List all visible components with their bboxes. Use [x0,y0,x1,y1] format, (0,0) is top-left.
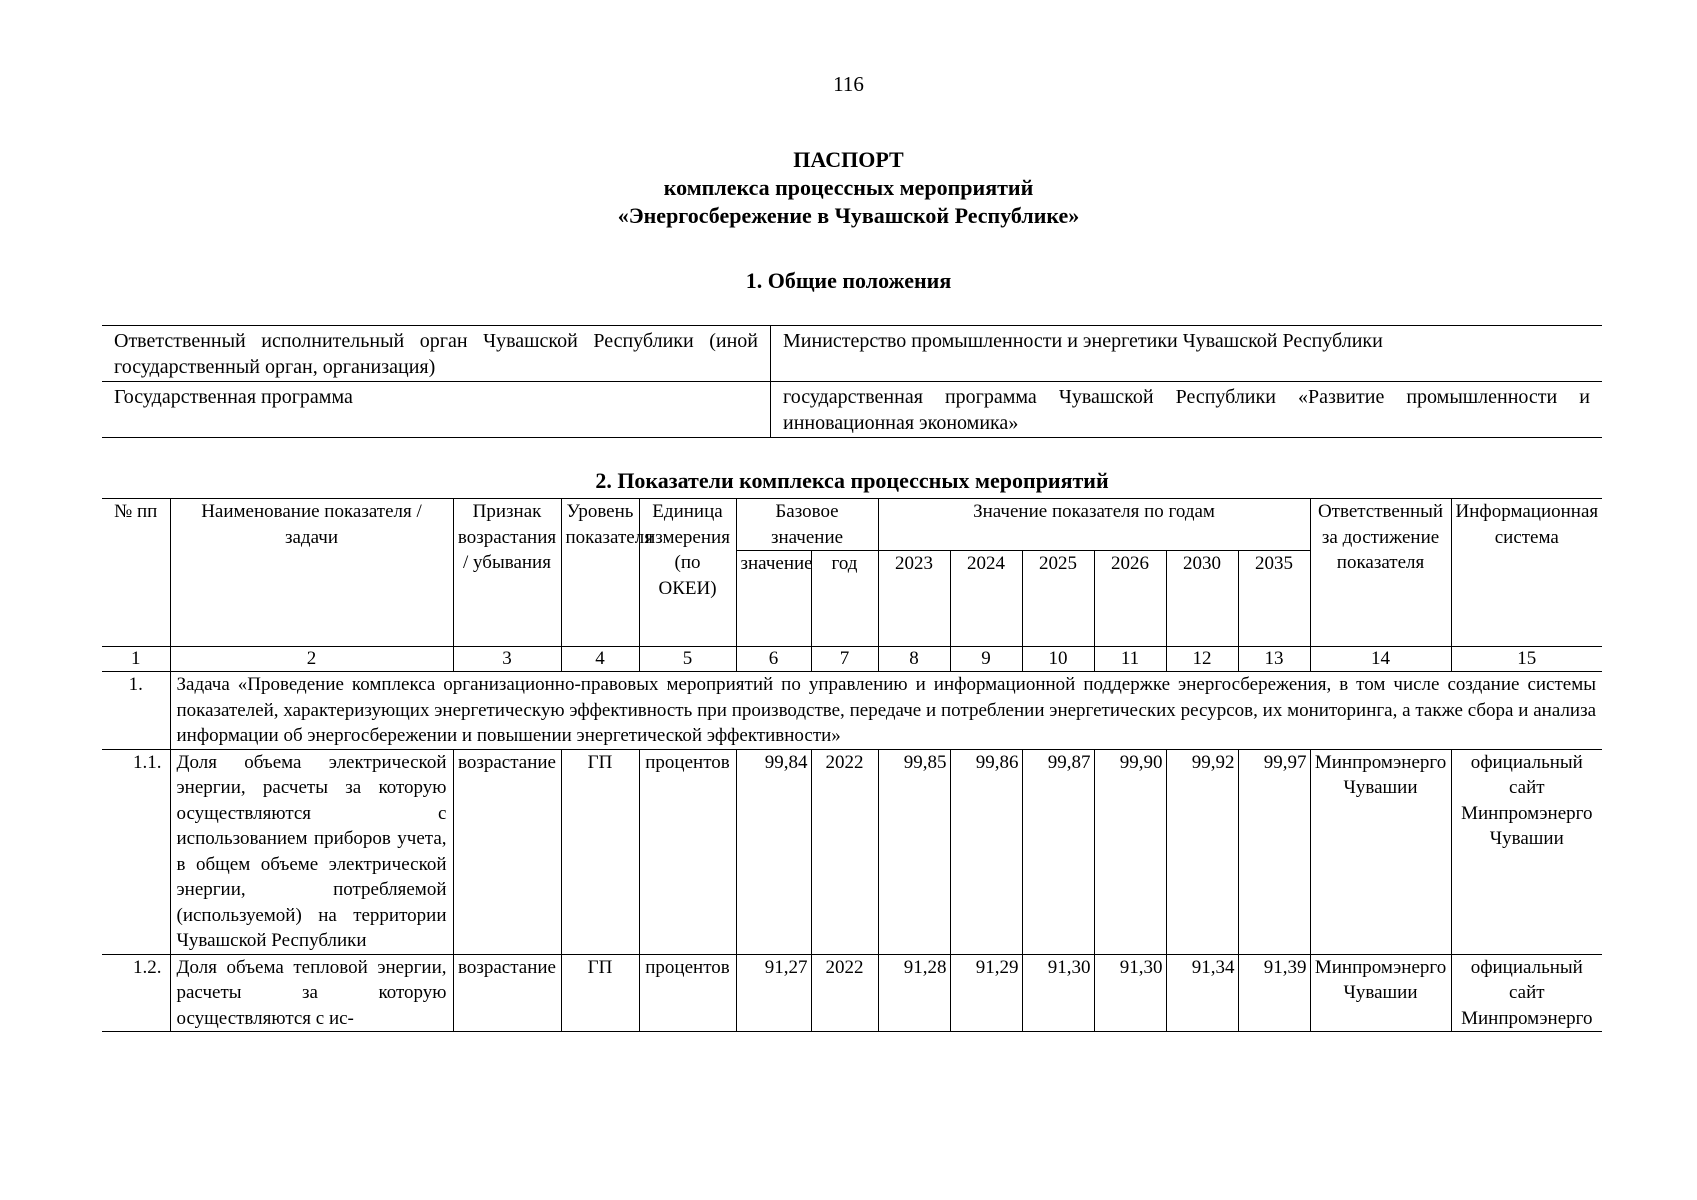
column-number: 15 [1451,647,1602,672]
table-row [102,749,1602,954]
base-year: 2022 [811,749,878,954]
header-year: 2024 [950,551,1022,647]
header-unit: Единица измерения (по ОКЕИ) [639,499,736,647]
column-number: 6 [736,647,811,672]
general-provisions-table [102,325,1602,438]
header-base-year: год [811,551,878,647]
header-info-system: Информационная система [1451,499,1602,647]
indicator-name: Доля объема тепловой энергии, расчеты за которую осуществляются с ис- [170,954,453,1032]
header-year: 2025 [1022,551,1094,647]
row-num: 1.2. [102,954,170,1032]
header-years-group: Значение показателя по годам [878,499,1310,551]
year-value: 99,87 [1022,749,1094,954]
year-value: 91,34 [1166,954,1238,1032]
column-number: 10 [1022,647,1094,672]
section-1-heading: 1. Общие положения [745,268,952,293]
column-number: 8 [878,647,950,672]
year-value: 99,86 [950,749,1022,954]
state-program-label: Государственная программа [102,382,771,438]
column-numbers-row [102,647,1602,672]
header-responsible: Ответственный за достижение показателя [1310,499,1451,647]
year-value: 99,90 [1094,749,1166,954]
header-base: Базовое значение [736,499,878,551]
year-value: 91,28 [878,954,950,1032]
column-number: 11 [1094,647,1166,672]
state-program-value: государственная программа Чувашской Республики «Развитие промышленности и инновационная экономика» [771,382,1603,438]
row-num: 1.1. [102,749,170,954]
table-row [102,954,1602,1032]
header-year: 2023 [878,551,950,647]
year-value: 99,97 [1238,749,1310,954]
indicator-trend: возрастание [453,749,561,954]
responsible-body: Минпромэнерго Чувашии [1310,749,1451,954]
header-year: 2026 [1094,551,1166,647]
header-level: Уровень показателя [561,499,639,647]
indicator-unit: процентов [639,954,736,1032]
column-number: 12 [1166,647,1238,672]
responsible-body-value: Министерство промышленности и энергетики Чувашской Республики [771,326,1603,382]
base-year: 2022 [811,954,878,1032]
title-line-2: комплекса процессных мероприятий [663,175,1034,200]
title-line-1: ПАСПОРТ [793,147,904,172]
column-number: 1 [102,647,170,672]
page-number: 116 [833,72,864,96]
task-text: Задача «Проведение комплекса организационно-правовых мероприятий по управлению и информационной поддержке энергосбережения, в том числе создание системы показателей, характеризующих энергетическую эффективность при производстве, передаче и потреблении энергетических ресурсов, их мониторинга, а также сбора и анализа информации об энергосбережении и повышении энергетической эффективности» [170,672,1602,750]
responsible-body-label: Ответственный исполнительный орган Чувашской Республики (иной государственный орган, организация) [102,326,771,382]
table-row [102,326,1602,382]
column-number: 2 [170,647,453,672]
indicator-name: Доля объема электрической энергии, расчеты за которую осуществляются с использованием приборов учета, в общем объеме электрической энергии, потребляемой (используемой) на территории Чувашской Республики [170,749,453,954]
table-row [102,382,1602,438]
column-number: 9 [950,647,1022,672]
column-number: 14 [1310,647,1451,672]
column-number: 7 [811,647,878,672]
column-number: 3 [453,647,561,672]
header-year: 2035 [1238,551,1310,647]
year-value: 91,39 [1238,954,1310,1032]
header-base-value: значение [736,551,811,647]
base-value: 91,27 [736,954,811,1032]
column-number: 4 [561,647,639,672]
indicator-trend: возрастание [453,954,561,1032]
header-trend: Признак возрастания / убывания [453,499,561,647]
year-value: 91,30 [1094,954,1166,1032]
year-value: 99,92 [1166,749,1238,954]
task-num: 1. [102,672,170,750]
year-value: 91,30 [1022,954,1094,1032]
column-number: 13 [1238,647,1310,672]
indicator-level: ГП [561,954,639,1032]
responsible-body: Минпромэнерго Чувашии [1310,954,1451,1032]
info-system: официальный сайт Минпромэнерго Чувашии [1451,749,1602,954]
task-row [102,672,1602,750]
header-row [102,499,1602,551]
year-value: 91,29 [950,954,1022,1032]
indicator-unit: процентов [639,749,736,954]
indicator-level: ГП [561,749,639,954]
base-value: 99,84 [736,749,811,954]
header-num: № пп [102,499,170,647]
header-year: 2030 [1166,551,1238,647]
title-line-3: «Энергосбережение в Чувашской Республике» [617,203,1080,228]
document-title [0,146,1697,230]
year-value: 99,85 [878,749,950,954]
indicators-table [102,498,1602,1032]
info-system: официальный сайт Минпромэнерго [1451,954,1602,1032]
section-2-heading: 2. Показатели комплекса процессных мероприятий [595,468,1109,493]
header-name: Наименование показателя / задачи [170,499,453,647]
column-number: 5 [639,647,736,672]
